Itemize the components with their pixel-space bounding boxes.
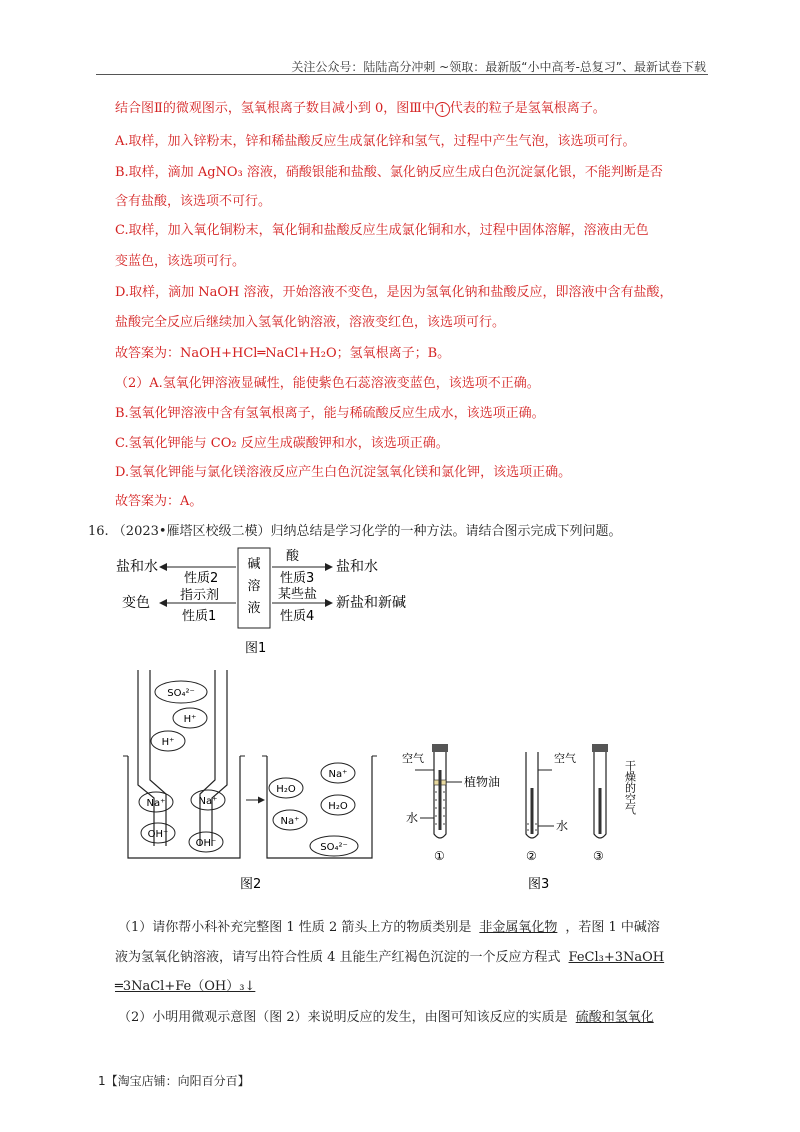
tube-2-number: ②	[526, 849, 537, 863]
ion-label: Na⁺	[198, 796, 218, 807]
page-header: 关注公众号：陆陆高分冲刺 ~领取：最新版“小中高考-总复习”、最新试卷下载	[291, 60, 706, 74]
answer-line: D.氢氧化钾能与氯化镁溶液反应产生白色沉淀氢氧化镁和氯化钾，该选项正确。	[115, 465, 572, 480]
figure-2-caption: 图2	[240, 877, 262, 892]
answer-text: 代表的粒子是氢氧根离子。	[449, 101, 606, 116]
q1-text: （1）请你帮小科补充完整图 1 性质 2 箭头上方的物质类别是	[118, 920, 472, 935]
question-16-title: 16. （2023•雁塔区校级二模）归纳总结是学习化学的一种方法。请结合图示完成下列问题。	[88, 524, 622, 539]
ion-label: SO₄²⁻	[320, 842, 348, 853]
label-dry-air: 干燥的空气	[623, 760, 637, 815]
ion-label: Na⁺	[146, 798, 166, 809]
box-char: 溶	[247, 579, 261, 594]
q1-line-2	[115, 946, 672, 965]
indicator-label: 指示剂	[180, 588, 220, 603]
label-air-1: 空气	[402, 752, 424, 765]
answer-line: C.氢氧化钾能与 CO₂ 反应生成碳酸钾和水，该选项正确。	[115, 436, 449, 451]
q1-line-3	[115, 975, 255, 994]
answer-line: B.氢氧化钾溶液中含有氢氧根离子，能与稀硫酸反应生成水，该选项正确。	[115, 406, 545, 421]
answer-line: 故答案为：NaOH+HCl═NaCl+H₂O；氢氧根离子；B。	[115, 346, 451, 361]
answer-blank-2-cont: ═3NaCl+Fe（OH）₃↓	[115, 979, 256, 994]
dropper-inner	[200, 670, 215, 846]
answer-line: 盐酸完全反应后继续加入氢氧化钠溶液，溶液变红色，该选项可行。	[115, 315, 506, 330]
molecule-label: H₂O	[276, 784, 296, 795]
ion-label: Na⁺	[328, 769, 348, 780]
figure-2	[120, 670, 380, 895]
label-water-2: 水	[556, 819, 569, 833]
answer-blank-2: FeCl₃+3NaOH	[568, 950, 665, 965]
left-bottom-result: 变色	[122, 595, 150, 611]
answer-line: D.取样，滴加 NaOH 溶液，开始溶液不变色，是因为氢氧化钠和盐酸反应，即溶液中含有盐酸，	[115, 285, 673, 300]
molecule-label: H₂O	[328, 801, 348, 812]
label-vegetable-oil: 植物油	[464, 775, 501, 789]
tube-1-stopper	[432, 744, 448, 752]
answer-line	[115, 97, 606, 117]
q1-line-1	[118, 916, 660, 935]
dropper-outline	[212, 670, 227, 846]
right-bottom-product: 新盐和新碱	[336, 595, 406, 611]
tube-1-number: ①	[434, 849, 445, 863]
property-3-label: 性质3	[280, 571, 315, 586]
tube-3-number: ③	[593, 849, 604, 863]
right-top-product: 盐和水	[336, 559, 378, 575]
box-char: 碱	[247, 557, 261, 572]
dropper-inner	[150, 670, 166, 846]
left-top-product: 盐和水	[116, 559, 158, 575]
page-footer: 1【淘宝店铺：向阳百分百】	[98, 1074, 250, 1088]
header-divider	[96, 74, 708, 75]
answer-blank-1: 非金属氧化物	[479, 920, 558, 935]
figure-1	[100, 540, 430, 660]
answer-line: 含有盐酸，该选项不可行。	[115, 194, 272, 209]
answer-text: 结合图Ⅱ的微观图示，氢氧根离子数目减小到 0，图Ⅲ中	[115, 101, 435, 116]
some-salts-label: 某些盐	[278, 587, 318, 602]
acid-label: 酸	[286, 549, 300, 564]
ion-label: OH⁻	[147, 829, 169, 840]
ion-label: SO₄²⁻	[167, 688, 195, 699]
q2-text: （2）小明用微观示意图（图 2）来说明反应的发生，由图可知该反应的实质是	[118, 1010, 568, 1025]
box-char: 液	[247, 601, 261, 616]
property-2-label: 性质2	[184, 571, 219, 586]
ion-label: OH⁻	[195, 838, 217, 849]
label-air-2: 空气	[554, 752, 576, 765]
figure-1-caption: 图1	[245, 641, 267, 656]
answer-line: A.取样，加入锌粉末，锌和稀盐酸反应生成氯化锌和氢气，过程中产生气泡，该选项可行。	[115, 134, 636, 149]
property-1-label: 性质1	[182, 609, 217, 624]
circled-number: 1	[435, 102, 450, 117]
figure-3-caption: 图3	[528, 877, 550, 892]
answer-line: C.取样，加入氧化铜粉末，氧化铜和盐酸反应生成氯化铜和水，过程中固体溶解，溶液由无色	[115, 223, 649, 238]
answer-line: B.取样，滴加 AgNO₃ 溶液，硝酸银能和盐酸、氯化钠反应生成白色沉淀氯化银，不能判断是否	[115, 165, 663, 180]
property-4-label: 性质4	[280, 609, 315, 624]
ion-label: H⁺	[161, 737, 175, 748]
ion-label: H⁺	[183, 714, 197, 725]
answer-line: （2）A.氢氧化钾溶液显碱性，能使紫色石蕊溶液变蓝色，该选项不正确。	[115, 376, 540, 391]
answer-line: 变蓝色，该选项可行。	[115, 254, 246, 269]
answer-blank-3: 硫酸和氢氧化	[575, 1010, 654, 1025]
ion-label: Na⁺	[280, 816, 300, 827]
label-water-1: 水	[406, 811, 419, 825]
tube-3-stopper	[592, 744, 608, 752]
q1-text: ，若图 1 中碱溶	[565, 920, 660, 935]
q2-line	[118, 1006, 662, 1025]
answer-line: 故答案为：A。	[115, 494, 203, 509]
figure-3	[390, 740, 660, 900]
q1-text: 液为氢氧化钠溶液，请写出符合性质 4 且能生产红褐色沉淀的一个反应方程式	[115, 950, 561, 965]
dropper-outline	[138, 670, 154, 846]
